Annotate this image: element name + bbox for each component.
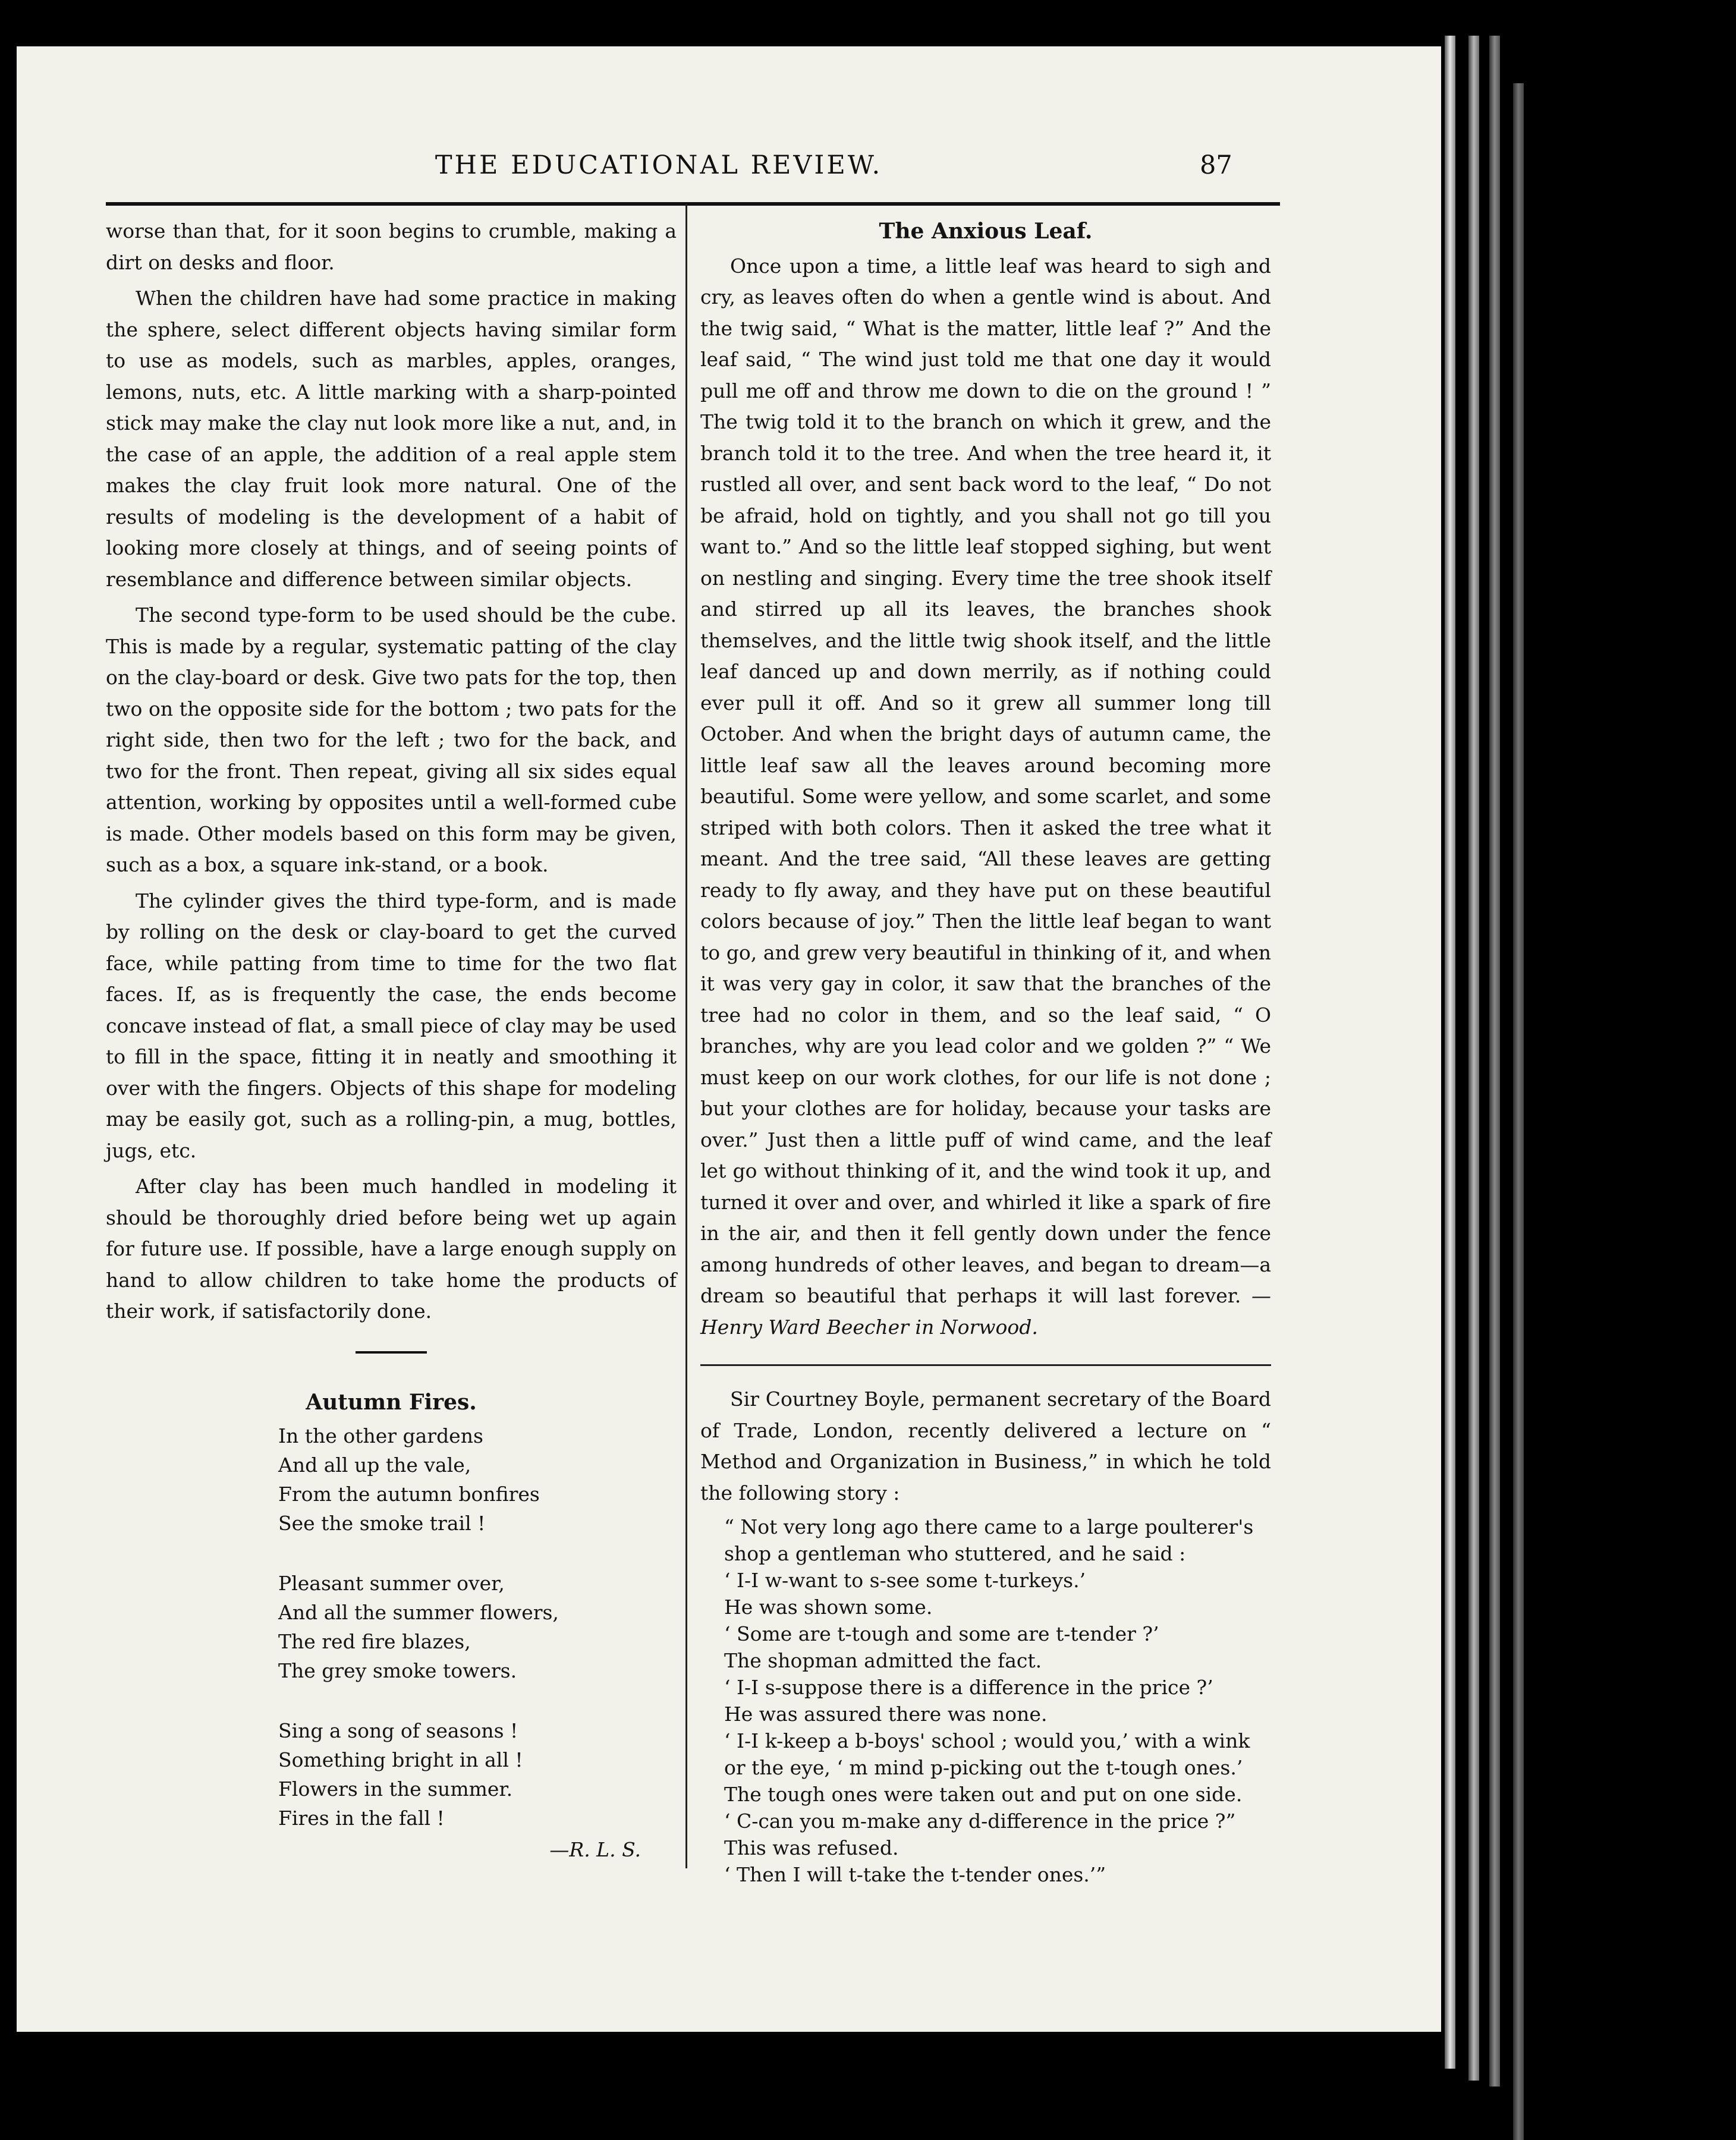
poem-line: Fires in the fall ! xyxy=(278,1807,445,1830)
poem-stanza xyxy=(278,1716,677,1833)
boyle-intro: Sir Courtney Boyle, permanent secretary of the Board of Trade, London, recently delivered a lecture on “ Method and Organization in Business,” in which he told the following story : xyxy=(700,1387,1271,1505)
poem-line: The red fire blazes, xyxy=(278,1630,471,1653)
poem-line: From the autumn bonfires xyxy=(278,1483,540,1506)
poem-line: Something bright in all ! xyxy=(278,1748,523,1771)
story-line: He was shown some. xyxy=(724,1595,933,1619)
poem-line: And all the summer flowers, xyxy=(278,1601,559,1624)
story-line: ‘ I-I k-keep a b-boys' school ; would you,’ with a wink or the eye, ‘ m mind p-picking out the t-tough ones.’ xyxy=(724,1729,1250,1779)
paragraph: After clay has been much handled in modeling it should be thoroughly dried before being wet up again for future use. If possible, have a large enough supply on hand to allow children to take home the products of their work, if satisfactorily done. xyxy=(106,1175,677,1323)
book-page-edge xyxy=(1489,36,1500,2086)
article-separator xyxy=(700,1364,1271,1366)
header-rule xyxy=(106,202,1280,206)
article-title: The Anxious Leaf. xyxy=(879,219,1093,244)
page-number: 87 xyxy=(1200,150,1232,180)
running-header: THE EDUCATIONAL REVIEW. xyxy=(435,150,883,180)
story-source: —Henry Ward Beecher in Norwood. xyxy=(700,1284,1271,1339)
article-body xyxy=(700,251,1271,1343)
book-page-edge xyxy=(1513,83,1524,2140)
story-line: ‘ I-I w-want to s-see some t-turkeys.’ xyxy=(724,1569,1086,1592)
poem-line: Flowers in the summer. xyxy=(278,1777,513,1801)
poem-line: The grey smoke towers. xyxy=(278,1659,517,1682)
paragraph: When the children have had some practice in making the sphere, select different objects having similar form to use as models, such as marbles, apples, oranges, lemons, nuts, etc. A little marking with a sharp-pointed stick may make the clay nut look more like a nut, and, in the case of an apple, the addition of a real apple stem makes the clay fruit look more natural. One of the results of modeling is the development of a habit of looking more closely at things, and of seeing points of resemblance and difference between similar objects. xyxy=(106,287,677,591)
story-line: He was assured there was none. xyxy=(724,1702,1048,1726)
boyle-story xyxy=(724,1513,1271,1888)
paragraph: The second type-form to be used should be the cube. This is made by a regular, systematic patting of the clay on the clay-board or desk. Give two pats for the top, then two on the opposite side for the bottom ; two pats for the right side, then two for the left ; two for the back, and two for the front. Then repeat, giving all six sides equal attention, working by opposites until a well-formed cube is made. Other models based on this form may be given, such as a box, a square ink-stand, or a book. xyxy=(106,603,677,876)
left-column xyxy=(106,216,677,1866)
story-line: “ Not very long ago there came to a large poulterer's shop a gentleman who stuttered, and he said : xyxy=(724,1515,1254,1565)
story-line: The shopman admitted the fact. xyxy=(724,1649,1042,1672)
book-page-edge xyxy=(1468,36,1479,2081)
paragraph: worse than that, for it soon begins to crumble, making a dirt on desks and floor. xyxy=(106,219,677,274)
poem-line: And all up the vale, xyxy=(278,1453,471,1477)
right-column xyxy=(700,216,1271,1888)
poem-title: Autumn Fires. xyxy=(306,1389,477,1415)
book-page-edge xyxy=(1445,36,1455,2069)
poem xyxy=(278,1421,677,1833)
poem-line: In the other gardens xyxy=(278,1424,483,1447)
story-line: This was refused. xyxy=(724,1836,899,1859)
story-line: ‘ C-can you m-make any d-difference in the price ?” xyxy=(724,1809,1236,1833)
story-line: ‘ Some are t-tough and some are t-tender ?’ xyxy=(724,1622,1159,1645)
column-divider xyxy=(685,204,687,1868)
story-text: Once upon a time, a little leaf was heard to sigh and cry, as leaves often do when a gentle wind is about. And the twig said, “ What is the matter, little leaf ?” And the leaf said, “ The wind just told me that one day it would pull me off and throw me down to die on the ground ! ” The twig told it to the branch on which it grew, and the branch told it to the tree. And when the tree heard it, it rustled all over, and sent back word to the leaf, “ Do not be afraid, hold on tightly, and you shall not go till you want to.” And so the little leaf stopped sighing, but went on nestling and singing. Every time the tree shook itself and stirred up all its leaves, the branches shook themselves, and the little twig shook itself, and the little leaf danced up and down merrily, as if nothing could ever pull it off. And so it grew all summer long till October. And when the bright days of autumn came, the little leaf saw all the leaves around becoming more beautiful. Some were yellow, and some scarlet, and some striped with both colors. Then it asked the tree what it meant. And the tree said, “All these leaves are getting ready to fly away, and they have put on these beautiful colors because of joy.” Then the little leaf began to want to go, and grew very beautiful in thinking of it, and when it was very gay in color, it saw that the branches of the tree had no color in them, and so the leaf said, “ O branches, why are you lead color and we golden ?” “ We must keep on our work clothes, for our life is not done ; but your clothes are for holiday, because your tasks are over.” Just then a little puff of wind came, and the leaf let go without thinking of it, and the wind took it up, and turned it over and over, and whirled it like a spark of fire in the air, and then it fell gently down under the fence among hundreds of other leaves, and began to dream—a dream so beautiful that perhaps it will last forever. xyxy=(700,254,1271,1307)
poem-line: Sing a song of seasons ! xyxy=(278,1719,518,1742)
poem-line: Pleasant summer over, xyxy=(278,1572,505,1595)
scanned-page xyxy=(17,46,1441,2032)
poem-attribution: —R. L. S. xyxy=(549,1838,641,1861)
poem-stanza xyxy=(278,1569,677,1685)
section-rule xyxy=(356,1351,427,1354)
poem-stanza xyxy=(278,1421,677,1538)
story-line: ‘ Then I will t-take the t-tender ones.’” xyxy=(724,1863,1106,1886)
story-line: The tough ones were taken out and put on one side. xyxy=(724,1783,1243,1806)
poem-line: See the smoke trail ! xyxy=(278,1512,486,1535)
paragraph: The cylinder gives the third type-form, and is made by rolling on the desk or clay-board to get the curved face, while patting from time to time for the two flat faces. If, as is frequently the case, the ends become concave instead of flat, a small piece of clay may be used to fill in the space, fitting it in neatly and smoothing it over with the fingers. Objects of this shape for modeling may be easily got, such as a rolling-pin, a mug, bottles, jugs, etc. xyxy=(106,889,677,1162)
story-line: ‘ I-I s-suppose there is a difference in the price ?’ xyxy=(724,1676,1213,1699)
